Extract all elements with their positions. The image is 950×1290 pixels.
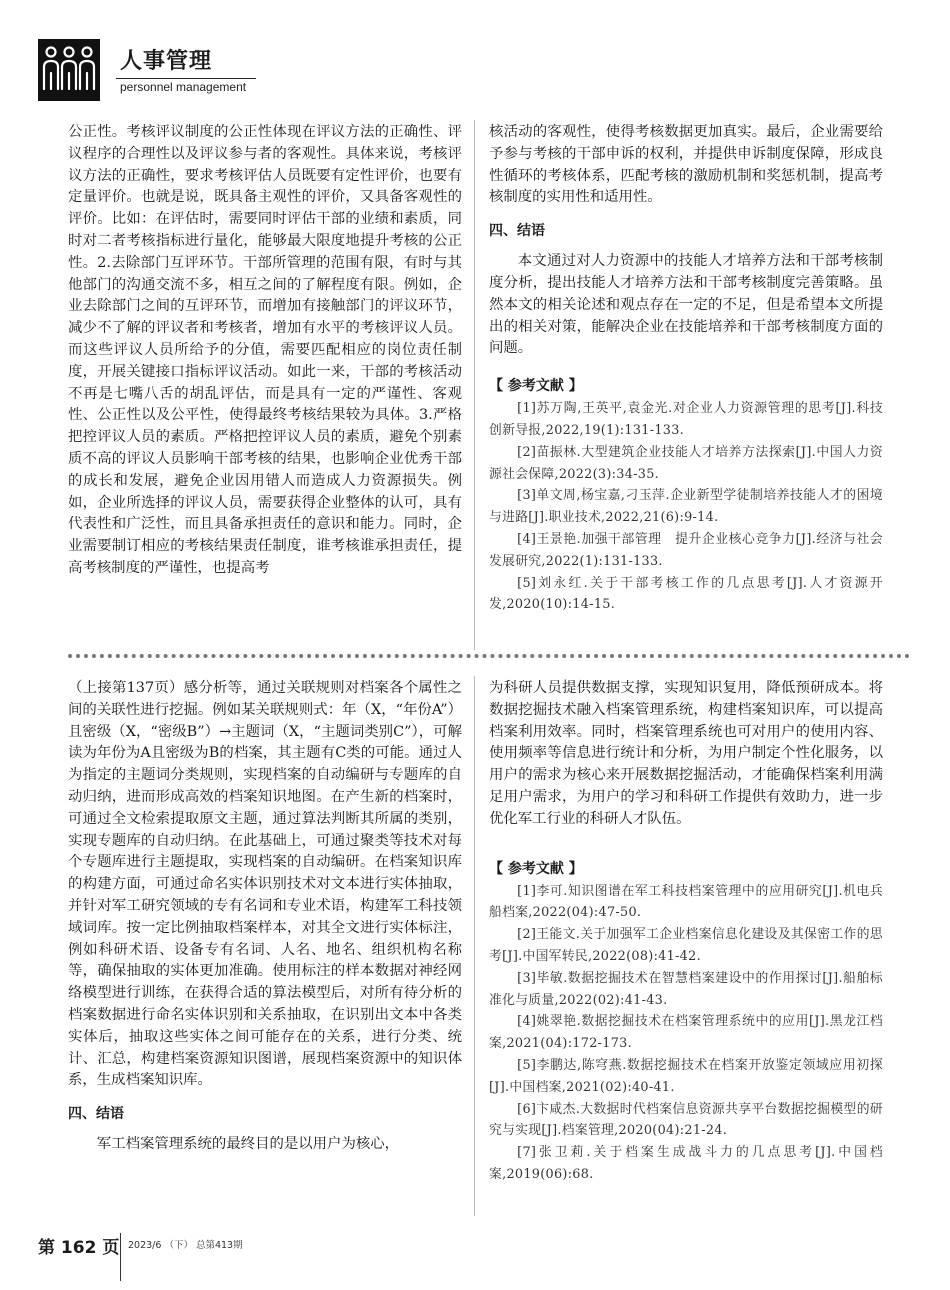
- column-divider: [474, 676, 475, 1216]
- reference-item: [3]毕敏.数据挖掘技术在智慧档案建设中的作用探讨[J].船舶标准化与质量,2022(02):41-43.: [489, 970, 883, 1008]
- references-list: [489, 881, 883, 1186]
- reference-item: [3]单文周,杨宝嘉,刁玉萍.企业新型学徒制培养技能人才的困境与进路[J].职业技术,2022,21(6):9-14.: [489, 488, 883, 526]
- column-divider: [474, 120, 475, 650]
- reference-item: [2]王能文.关于加强军工企业档案信息化建设及其保密工作的思考[J].中国军转民,2022(08):41-42.: [489, 927, 883, 964]
- bottom-right-column: [489, 678, 883, 1186]
- references-heading: 【 参考文献 】: [489, 860, 583, 877]
- header-rule: [116, 78, 256, 79]
- bottom-left-column: [68, 678, 462, 1156]
- article-separator: [68, 654, 910, 658]
- reference-item: [4]姚翠艳.数据挖掘技术在档案管理系统中的应用[J].黑龙江档案,2021(04):172-173.: [489, 1014, 883, 1052]
- top-right-column: [489, 122, 883, 616]
- page-number: 第 162 页: [38, 1238, 120, 1258]
- reference-item: [2]苗振林.大型建筑企业技能人才培养方法探索[J].中国人力资源社会保障,2022(3):34-35.: [489, 444, 883, 482]
- reference-item: [5]刘永红.关于干部考核工作的几点思考[J].人才资源开发,2020(10):14-15.: [489, 575, 883, 613]
- conclusion-heading: 四、结语: [489, 223, 545, 240]
- conclusion-paragraph: 本文通过对人力资源中的技能人才培养方法和干部考核制度分析，提出技能人才培养方法和干部考核制度完善策略。虽然本文的相关论述和观点存在一定的不足，但是希望本文所提出的相关对策，能解决企业在技能培养和干部考核制度方面的问题。: [489, 253, 883, 357]
- conclusion-paragraph: 军工档案管理系统的最终目的是以用户为核心，: [96, 1136, 400, 1153]
- logo: [38, 39, 100, 101]
- body-paragraph: 公正性。考核评议制度的公正性体现在评议方法的正确性、评议程序的合理性以及评议参与者的客观性。具体来说，考核评议方法的正确性，要求考核评估人员既要有定性评价，也要有定量评价。也就是说，既具备主观性的评价，又具备客观性的评价。比如：在评估时，需要同时评估干部的业绩和素质，同时对二者考核指标进行量化，能够最大限度地提升考核的公正性。2.去除部门互评环节。干部所管理的范围有限，有时与其他部门的沟通交流不多，相互之间的了解程度有限。例如，企业去除部门之间的互评环节，而增加有接触部门的评议环节，减少不了解的评议者和考核者，增加有水平的考核评议人员。而这些评议人员所给予的分值，需要匹配相应的岗位责任制度，开展关键接口指标评议活动。如此一来，干部的考核活动不再是七嘴八舌的胡乱评估，而是具有一定的严谨性、客观性、公正性以及公平性，使得最终考核结果较为具体。3.严格把控评议人员的素质。严格把控评议人员的素质，避免个别素质不高的评议人员影响干部考核的结果，也影响企业优秀干部的成长和发展，避免企业因用错人而造成人力资源损失。例如，企业所选择的评议人员，需要获得企业整体的认可，具有代表性和广泛性，而且具备承担责任的意识和能力。同时，企业需要制订相应的考核结果责任制度，谁考核谁承担责任，提高考核制度的严谨性，也提高考: [68, 124, 462, 576]
- reference-item: [4]王景艳.加强干部管理 提升企业核心竞争力[J].经济与社会发展研究,2022(1):131-133.: [489, 531, 883, 569]
- conclusion-heading: 四、结语: [68, 1106, 124, 1123]
- people-group-icon: [38, 39, 100, 101]
- references-list: [489, 398, 883, 616]
- body-paragraph: 为科研人员提供数据支撑，实现知识复用，降低预研成本。将数据挖掘技术融入档案管理系统，构建档案知识库，可以提高档案利用效率。同时，档案管理系统也可对用户的使用内容、使用频率等信息进行统计和分析，为用户制定个性化服务，以用户的需求为核心来开展数据挖掘活动，才能确保档案利用满足用户需求，为用户的学习和科研工作提供有效助力，进一步优化军工行业的科研人才队伍。: [489, 680, 883, 827]
- reference-item: [7]张卫莉.关于档案生成战斗力的几点思考[J].中国档案,2019(06):68.: [489, 1145, 883, 1182]
- issue-info: 2023/6 （下） 总第413期: [128, 1240, 243, 1251]
- reference-item: [1]苏万陶,王英平,袁金光.对企业人力资源管理的思考[J].科技创新导报,2022,19(1):131-133.: [489, 401, 883, 438]
- footer-rule: [120, 1233, 121, 1281]
- section-subtitle: personnel management: [120, 80, 247, 94]
- reference-item: [5]李鹏达,陈穹燕.数据挖掘技术在档案开放鉴定领域应用初探[J].中国档案,2021(02):40-41.: [489, 1057, 883, 1095]
- references-heading: 【 参考文献 】: [489, 378, 583, 395]
- top-left-column: [68, 122, 462, 580]
- reference-item: [6]卞咸杰.大数据时代档案信息资源共享平台数据挖掘模型的研究与实现[J].档案管理,2020(04):21-24.: [489, 1101, 883, 1139]
- reference-item: [1]李可.知识图谱在军工科技档案管理中的应用研究[J].机电兵船档案,2022(04):47-50.: [489, 883, 883, 921]
- body-paragraph: （上接第137页）感分析等，通过关联规则对档案各个属性之间的关联性进行挖掘。例如某关联规则式：年（X，“年份A”）且密级（X，“密级B”）→主题词（X，“主题词类别C”），可解读为年份为A且密级为B的档案，其主题有C类的可能。通过人为指定的主题词分类规则，实现档案的自动编研与专题库的自动归纳，进而形成高效的档案知识地图。在产生新的档案时，可通过全文检索提取原文主题，通过算法判断其所属的类别，实现专题库的自动归纳。在此基础上，可通过聚类等技术对每个专题库进行主题提取，实现档案的自动编研。在档案知识库的构建方面，可通过命名实体识别技术对文本进行实体抽取，并针对军工研究领域的专有名词和专业术语，构建军工科技领域词库。按一定比例抽取档案样本，对其全文进行实体标注，例如科研术语、设备专有名词、人名、地名、组织机构名称等，确保抽取的实体更加准确。使用标注的样本数据对神经网络模型进行训练，在获得合适的算法模型后，对所有待分析的档案数据进行命名实体识别和关系抽取，在识别出文本中各类实体后，抽取这些实体之间可能存在的关系，进行分类、统计、汇总，构建档案资源知识图谱，展现档案资源中的知识体系，生成档案知识库。: [68, 680, 462, 1089]
- body-paragraph: 核活动的客观性，使得考核数据更加真实。最后，企业需要给予参与考核的干部申诉的权利，并提供申诉制度保障，形成良性循环的考核体系，匹配考核的激励机制和奖惩机制，提高考核制度的实用性和适用性。: [489, 124, 883, 206]
- section-title: 人事管理: [120, 49, 213, 74]
